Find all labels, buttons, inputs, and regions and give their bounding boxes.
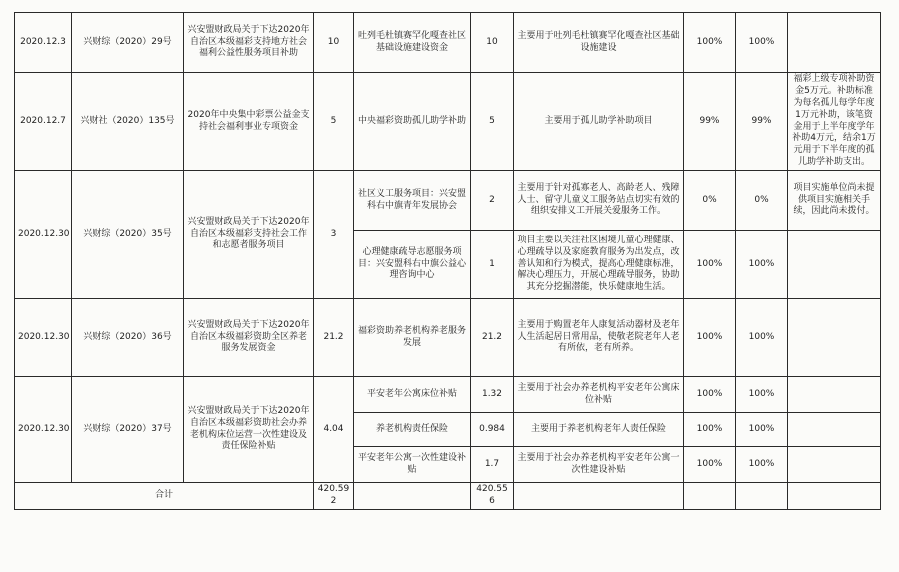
empty-cell [684, 483, 736, 510]
completion-cell: 100% [736, 299, 788, 377]
remark-cell [788, 299, 881, 377]
date-cell: 2020.12.7 [15, 73, 72, 171]
completion-cell: 100% [736, 231, 788, 299]
project-title-cell: 2020年中央集中彩票公益金支持社会福利事业专项资金 [184, 73, 314, 171]
project-title-cell: 兴安盟财政局关于下达2020年自治区本级福彩资助全区养老服务发展资金 [184, 299, 314, 377]
allocated-amount-cell: 4.04 [314, 377, 354, 483]
item-content-cell: 主要用于针对孤寡老人、高龄老人、残障人士、留守儿童义工服务站点切实有效的组织安排义工开展关爱服务工作。 [514, 171, 684, 231]
project-title-cell: 兴安盟财政局关于下达2020年自治区本级福彩支持地方社会福利公益性服务项目补助 [184, 13, 314, 73]
completion-cell: 100% [736, 377, 788, 413]
project-title-cell: 兴安盟财政局关于下达2020年自治区本级福彩资助社会办养老机构床位运营一次性建设及责任保险补贴 [184, 377, 314, 483]
item-content-cell: 主要用于孤儿助学补助项目 [514, 73, 684, 171]
progress-cell: 100% [684, 377, 736, 413]
remark-cell [788, 13, 881, 73]
item-content-cell: 主要用于养老机构老年人责任保险 [514, 413, 684, 447]
item-content-text: 项目主要以关注社区困境儿童心理健康、心理疏导以及家庭教育服务为出发点，改善认知和行为模式，提高心理健康标准，解决心理压力，开展心理疏导服务，协助其充分挖掘潜能，快乐健康地生活。 [517, 234, 680, 293]
item-name-cell: 养老机构责任保险 [354, 413, 471, 447]
item-name-cell: 吐列毛杜镇赛罕化嘎查社区基础设施建设资金 [354, 13, 471, 73]
project-title-cell: 兴安盟财政局关于下达2020年自治区本级福彩支持社会工作和志愿者服务项目 [184, 171, 314, 299]
completion-cell: 100% [736, 13, 788, 73]
doc-number-cell: 兴财综（2020）35号 [72, 171, 184, 299]
remark-cell: 福彩上级专项补助资金5万元。补助标准为每名孤儿每学年度1万元补助，该笔资金用于上半年度学年补助4万元，结余1万元用于下半年度的孤儿助学补助支出。 [788, 73, 881, 171]
item-name-cell: 社区义工服务项目：兴安盟科右中旗青年发展协会 [354, 171, 471, 231]
item-content-cell: 主要用于社会办养老机构平安老年公寓床位补贴 [514, 377, 684, 413]
progress-cell: 99% [684, 73, 736, 171]
item-amount-cell: 1.32 [471, 377, 514, 413]
item-amount-cell: 1 [471, 231, 514, 299]
item-content-cell [514, 231, 684, 299]
progress-cell: 0% [684, 171, 736, 231]
item-name-cell: 心理健康疏导志愿服务项目：兴安盟科右中旗公益心理咨询中心 [354, 231, 471, 299]
date-cell: 2020.12.30 [15, 377, 72, 483]
total-amount-cell: 420.592 [314, 483, 354, 510]
remark-cell [788, 377, 881, 413]
item-name-cell: 平安老年公寓一次性建设补贴 [354, 447, 471, 483]
remark-cell [788, 447, 881, 483]
item-amount-cell: 10 [471, 13, 514, 73]
progress-cell: 100% [684, 13, 736, 73]
completion-cell: 100% [736, 447, 788, 483]
item-name-cell: 平安老年公寓床位补贴 [354, 377, 471, 413]
doc-number-cell: 兴财综（2020）37号 [72, 377, 184, 483]
empty-cell [788, 483, 881, 510]
item-amount-cell: 5 [471, 73, 514, 171]
item-name-cell: 福彩资助养老机构养老服务发展 [354, 299, 471, 377]
item-amount-cell: 1.7 [471, 447, 514, 483]
progress-cell: 100% [684, 447, 736, 483]
date-cell: 2020.12.30 [15, 299, 72, 377]
completion-cell: 100% [736, 413, 788, 447]
empty-cell [354, 483, 471, 510]
allocated-amount-cell: 3 [314, 171, 354, 299]
allocated-amount-cell: 21.2 [314, 299, 354, 377]
doc-number-cell: 兴财综（2020）36号 [72, 299, 184, 377]
remark-cell: 项目实施单位尚未提供项目实施相关手续，因此尚未拨付。 [788, 171, 881, 231]
table-row [15, 13, 881, 73]
date-cell: 2020.12.3 [15, 13, 72, 73]
doc-number-cell: 兴财社（2020）135号 [72, 73, 184, 171]
total-label: 合计 [15, 483, 314, 510]
remark-cell [788, 413, 881, 447]
progress-cell: 100% [684, 299, 736, 377]
progress-cell: 100% [684, 413, 736, 447]
table-row [15, 73, 881, 171]
empty-cell [514, 483, 684, 510]
allocated-amount-cell: 5 [314, 73, 354, 171]
item-content-cell: 主要用于购置老年人康复活动器材及老年人生活起居日常用品，使敬老院老年人老有所依，老有所养。 [514, 299, 684, 377]
item-amount-cell: 21.2 [471, 299, 514, 377]
date-cell: 2020.12.30 [15, 171, 72, 299]
item-name-cell: 中央福彩资助孤儿助学补助 [354, 73, 471, 171]
table-row [15, 171, 881, 231]
remark-cell [788, 231, 881, 299]
table-row [15, 299, 881, 377]
total-row [15, 483, 881, 510]
funding-table [14, 12, 881, 510]
allocated-amount-cell: 10 [314, 13, 354, 73]
table-row [15, 377, 881, 413]
total-item-amount-cell: 420.556 [471, 483, 514, 510]
progress-cell: 100% [684, 231, 736, 299]
completion-cell: 99% [736, 73, 788, 171]
item-content-cell: 主要用于社会办养老机构平安老年公寓一次性建设补贴 [514, 447, 684, 483]
item-content-cell: 主要用于吐列毛杜镇赛罕化嘎查社区基础设施建设 [514, 13, 684, 73]
empty-cell [736, 483, 788, 510]
doc-number-cell: 兴财综（2020）29号 [72, 13, 184, 73]
completion-cell: 0% [736, 171, 788, 231]
item-amount-cell: 2 [471, 171, 514, 231]
item-amount-cell: 0.984 [471, 413, 514, 447]
